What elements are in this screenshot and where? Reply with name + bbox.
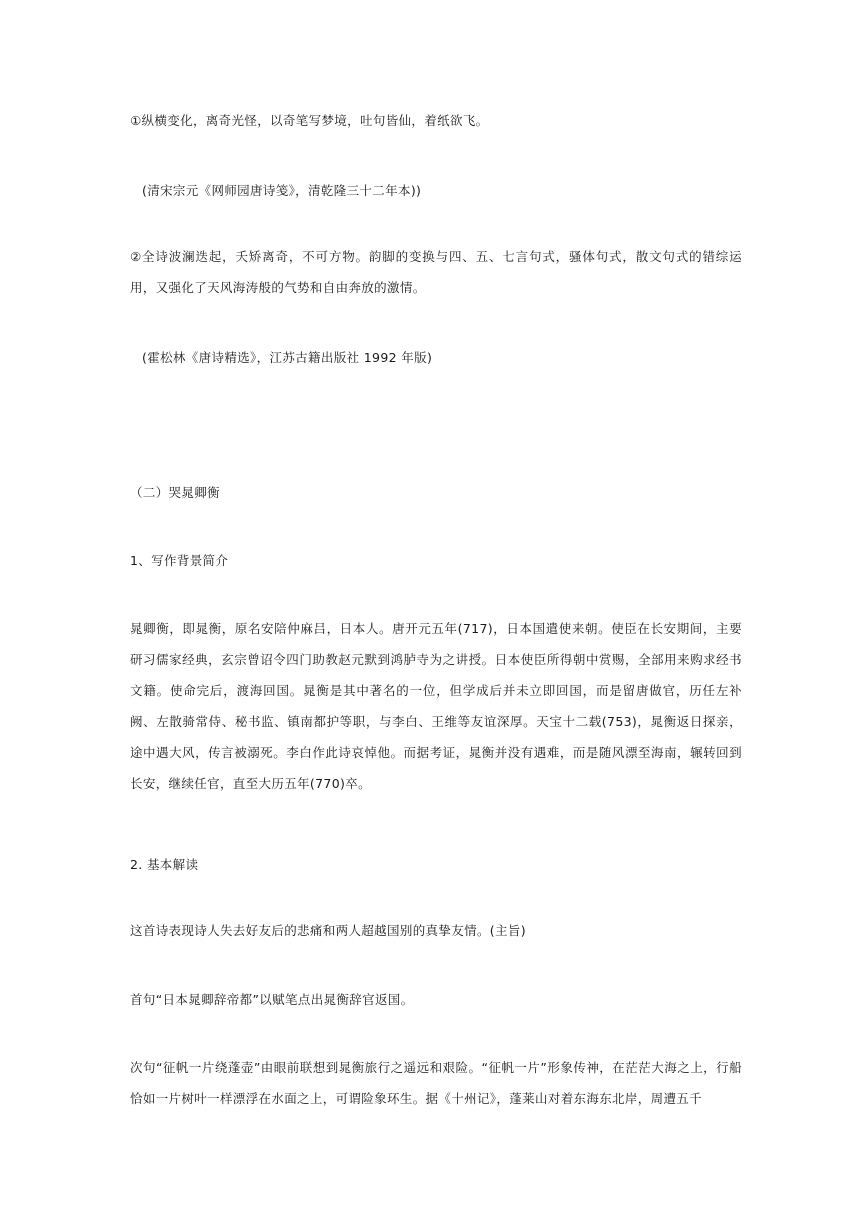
second-line-paragraph: 次句“征帆一片绕蓬壶”由眼前联想到晁衡旅行之遥远和艰险。“征帆一片”形象传神，在茫茫大海之上，行船恰如一片树叶一样漂浮在水面之上，可谓险象环生。据《十州记》，蓬莱山对着东海东北岸，周遭五千 [130,1060,742,1106]
section-heading: （二）哭晁卿衡 [130,485,220,500]
background-paragraph: 晁卿衡，即晁衡，原名安陪仲麻吕，日本人。唐开元五年(717)，日本国遣使来朝。使臣在长安期间，主要研习儒家经典，玄宗曾诏令四门助教赵元默到鸿胪寺为之讲授。日本使臣所得朝中赏赐，全部用来购求经书文籍。使命完后，渡海回国。晁衡是其中著名的一位，但学成后并未立即回国，而是留唐做官，历任左补阙、左散骑常侍、秘书监、镇南都护等职，与李白、王维等友谊深厚。天宝十二载(753)，晁衡返日探亲，途中遇大风，传言被溺死。李白作此诗哀悼他。而据考证，晁衡并没有遇难，而是随风漂至海南，辗转回到长安，继续任官，直至大历五年(770)卒。 [130,621,742,791]
first-line-paragraph: 首句“日本晁卿辞帝都”以赋笔点出晁衡辞官返国。 [130,992,414,1007]
source-citation-2: (霍松林《唐诗精选》，江苏古籍出版社 1992 年版) [142,350,433,365]
theme-paragraph: 这首诗表现诗人失去好友后的悲痛和两人超越国别的真挚友情。(主旨) [130,923,526,938]
commentary-2: ②全诗波澜迭起，夭矫离奇，不可方物。韵脚的变换与四、五、七言句式，骚体句式，散文句式的错综运用，又强化了天风海涛般的气势和自由奔放的激情。 [130,249,742,295]
commentary-1: ①纵横变化，离奇光怪，以奇笔写梦境，吐句皆仙，着纸欲飞。 [130,113,489,128]
subsection-heading-interpretation: 2. 基本解读 [130,857,199,872]
subsection-heading-background: 1、写作背景简介 [130,553,229,568]
source-citation-1: (清宋宗元《网师园唐诗笺》，清乾隆三十二年本)) [142,183,422,198]
